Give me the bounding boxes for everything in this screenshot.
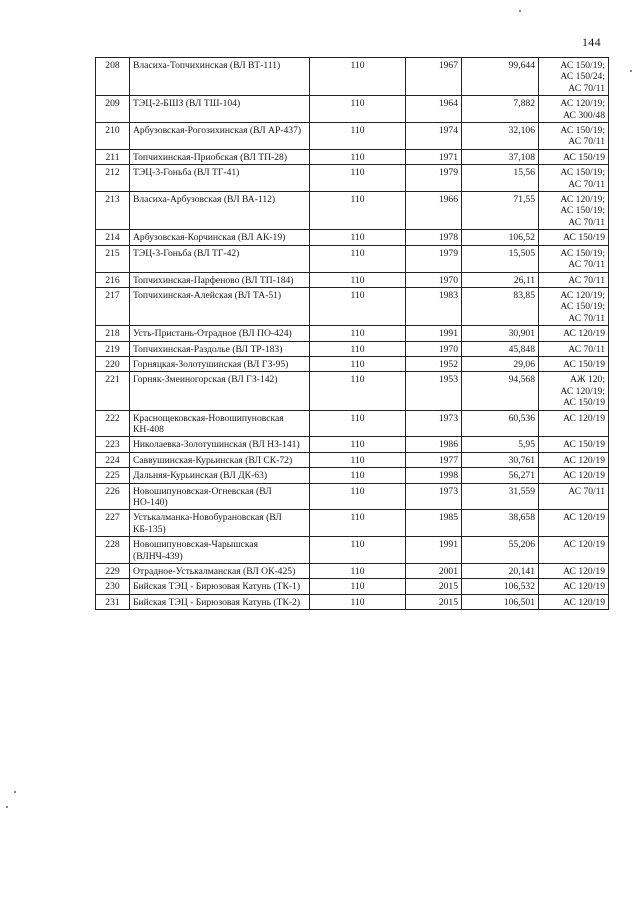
line-name-cell: ТЭЦ-3-Гоньба (ВЛ ТГ-42) — [130, 245, 310, 272]
table-row — [96, 356, 609, 371]
wire-type-cell: АС 120/19; АС 300/48 — [539, 96, 609, 123]
voltage-cell: 110 — [310, 356, 406, 371]
length-cell: 26,11 — [462, 272, 539, 287]
voltage-cell: 110 — [310, 579, 406, 594]
power-lines-table — [95, 57, 609, 610]
year-cell: 1986 — [406, 437, 462, 452]
row-number-cell: 224 — [96, 452, 130, 467]
row-number-cell: 221 — [96, 372, 130, 410]
line-name-cell: Арбузовская-Рогозихинская (ВЛ АР-437) — [130, 123, 310, 150]
line-name-cell: Арбузовская-Корчинская (ВЛ АК-19) — [130, 230, 310, 245]
voltage-cell: 110 — [310, 537, 406, 564]
line-name-cell: Николаевка-Золотушинская (ВЛ НЗ-141) — [130, 437, 310, 452]
row-number-cell: 210 — [96, 123, 130, 150]
row-number-cell: 223 — [96, 437, 130, 452]
line-name-cell: Усть-Пристань-Отрадное (ВЛ ПО-424) — [130, 326, 310, 341]
table-row — [96, 437, 609, 452]
year-cell: 1978 — [406, 230, 462, 245]
table-row — [96, 341, 609, 356]
year-cell: 2015 — [406, 579, 462, 594]
table-row — [96, 58, 609, 96]
length-cell: 55,206 — [462, 537, 539, 564]
year-cell: 1985 — [406, 510, 462, 537]
table-row — [96, 579, 609, 594]
table-row — [96, 372, 609, 410]
wire-type-cell: АС 120/19 — [539, 537, 609, 564]
line-name-cell: Устькалманка-Новобурановская (ВЛ КБ-135) — [130, 510, 310, 537]
wire-type-cell: АС 120/19 — [539, 594, 609, 609]
line-name-cell: Дальняя-Курьинская (ВЛ ДК-63) — [130, 468, 310, 483]
wire-type-cell: АС 120/19 — [539, 452, 609, 467]
length-cell: 60,536 — [462, 410, 539, 437]
row-number-cell: 229 — [96, 564, 130, 579]
wire-type-cell: АС 120/19; АС 150/19; АС 70/11 — [539, 287, 609, 325]
length-cell: 83,85 — [462, 287, 539, 325]
row-number-cell: 217 — [96, 287, 130, 325]
row-number-cell: 215 — [96, 245, 130, 272]
length-cell: 32,106 — [462, 123, 539, 150]
table-row — [96, 192, 609, 230]
row-number-cell: 226 — [96, 483, 130, 510]
table-row — [96, 287, 609, 325]
table-row — [96, 483, 609, 510]
voltage-cell: 110 — [310, 245, 406, 272]
length-cell: 15,505 — [462, 245, 539, 272]
row-number-cell: 212 — [96, 165, 130, 192]
line-name-cell: Отрадное-Устькалманская (ВЛ ОК-425) — [130, 564, 310, 579]
length-cell: 99,644 — [462, 58, 539, 96]
voltage-cell: 110 — [310, 123, 406, 150]
length-cell: 71,55 — [462, 192, 539, 230]
table-row — [96, 326, 609, 341]
line-name-cell: Власиха-Арбузовская (ВЛ ВА-112) — [130, 192, 310, 230]
wire-type-cell: АС 120/19 — [539, 510, 609, 537]
wire-type-cell: АС 120/19 — [539, 468, 609, 483]
wire-type-cell: АС 150/19; АС 70/11 — [539, 165, 609, 192]
year-cell: 1977 — [406, 452, 462, 467]
length-cell: 15,56 — [462, 165, 539, 192]
year-cell: 1966 — [406, 192, 462, 230]
page-number: 144 — [582, 35, 601, 49]
row-number-cell: 231 — [96, 594, 130, 609]
line-name-cell: Бийская ТЭЦ - Бирюзовая Катунь (ТК-1) — [130, 579, 310, 594]
year-cell: 2015 — [406, 594, 462, 609]
table-row — [96, 272, 609, 287]
length-cell: 38,658 — [462, 510, 539, 537]
line-name-cell: Топчихинская-Раздолье (ВЛ ТР-183) — [130, 341, 310, 356]
wire-type-cell: АС 120/19 — [539, 579, 609, 594]
voltage-cell: 110 — [310, 452, 406, 467]
length-cell: 29,06 — [462, 356, 539, 371]
wire-type-cell: АС 120/19 — [539, 410, 609, 437]
table-row — [96, 594, 609, 609]
table-row — [96, 452, 609, 467]
year-cell: 1953 — [406, 372, 462, 410]
wire-type-cell: АС 150/19; АС 70/11 — [539, 123, 609, 150]
table-body — [96, 58, 609, 610]
wire-type-cell: АС 150/19; АС 70/11 — [539, 245, 609, 272]
year-cell: 2001 — [406, 564, 462, 579]
voltage-cell: 110 — [310, 230, 406, 245]
wire-type-cell: АС 150/19; АС 150/24; АС 70/11 — [539, 58, 609, 96]
length-cell: 37,108 — [462, 149, 539, 164]
voltage-cell: 110 — [310, 326, 406, 341]
length-cell: 106,532 — [462, 579, 539, 594]
length-cell: 45,848 — [462, 341, 539, 356]
row-number-cell: 213 — [96, 192, 130, 230]
voltage-cell: 110 — [310, 192, 406, 230]
wire-type-cell: АС 70/11 — [539, 272, 609, 287]
wire-type-cell: АЖ 120; АС 120/19; АС 150/19 — [539, 372, 609, 410]
table-row — [96, 96, 609, 123]
voltage-cell: 110 — [310, 483, 406, 510]
table-row — [96, 564, 609, 579]
wire-type-cell: АС 120/19; АС 150/19; АС 70/11 — [539, 192, 609, 230]
table-row — [96, 245, 609, 272]
table-row — [96, 410, 609, 437]
table-row — [96, 510, 609, 537]
voltage-cell: 110 — [310, 149, 406, 164]
line-name-cell: ТЭЦ-2-БШЗ (ВЛ ТШ-104) — [130, 96, 310, 123]
line-name-cell: Новошипуновская-Огневская (ВЛ НО-140) — [130, 483, 310, 510]
year-cell: 1971 — [406, 149, 462, 164]
scan-speck — [6, 806, 8, 808]
row-number-cell: 228 — [96, 537, 130, 564]
line-name-cell: Топчихинская-Алейская (ВЛ ТА-51) — [130, 287, 310, 325]
row-number-cell: 211 — [96, 149, 130, 164]
line-name-cell: Горняцкая-Золотушинская (ВЛ ГЗ-95) — [130, 356, 310, 371]
scan-speck — [14, 791, 16, 793]
scan-speck — [630, 70, 632, 72]
length-cell: 30,761 — [462, 452, 539, 467]
voltage-cell: 110 — [310, 272, 406, 287]
wire-type-cell: АС 150/19 — [539, 230, 609, 245]
row-number-cell: 225 — [96, 468, 130, 483]
row-number-cell: 214 — [96, 230, 130, 245]
line-name-cell: Топчихинская-Приобская (ВЛ ТП-28) — [130, 149, 310, 164]
wire-type-cell: АС 150/19 — [539, 149, 609, 164]
length-cell: 30,901 — [462, 326, 539, 341]
year-cell: 1998 — [406, 468, 462, 483]
row-number-cell: 227 — [96, 510, 130, 537]
scan-speck — [519, 10, 521, 12]
line-name-cell: Власиха-Топчихинская (ВЛ ВТ-111) — [130, 58, 310, 96]
voltage-cell: 110 — [310, 437, 406, 452]
voltage-cell: 110 — [310, 510, 406, 537]
year-cell: 1979 — [406, 165, 462, 192]
year-cell: 1973 — [406, 483, 462, 510]
voltage-cell: 110 — [310, 165, 406, 192]
wire-type-cell: АС 120/19 — [539, 326, 609, 341]
voltage-cell: 110 — [310, 468, 406, 483]
year-cell: 1974 — [406, 123, 462, 150]
voltage-cell: 110 — [310, 564, 406, 579]
voltage-cell: 110 — [310, 594, 406, 609]
year-cell: 1952 — [406, 356, 462, 371]
table-row — [96, 123, 609, 150]
voltage-cell: 110 — [310, 58, 406, 96]
voltage-cell: 110 — [310, 341, 406, 356]
line-name-cell: Краснощековская-Новошипуновская КН-408 — [130, 410, 310, 437]
wire-type-cell: АС 120/19 — [539, 564, 609, 579]
row-number-cell: 216 — [96, 272, 130, 287]
row-number-cell: 208 — [96, 58, 130, 96]
table-row — [96, 165, 609, 192]
year-cell: 1979 — [406, 245, 462, 272]
length-cell: 31,559 — [462, 483, 539, 510]
line-name-cell: ТЭЦ-3-Гоньба (ВЛ ТГ-41) — [130, 165, 310, 192]
row-number-cell: 220 — [96, 356, 130, 371]
year-cell: 1983 — [406, 287, 462, 325]
voltage-cell: 110 — [310, 410, 406, 437]
row-number-cell: 218 — [96, 326, 130, 341]
length-cell: 106,501 — [462, 594, 539, 609]
year-cell: 1973 — [406, 410, 462, 437]
line-name-cell: Топчихинская-Парфеново (ВЛ ТП-184) — [130, 272, 310, 287]
voltage-cell: 110 — [310, 96, 406, 123]
wire-type-cell: АС 70/11 — [539, 341, 609, 356]
table-row — [96, 468, 609, 483]
wire-type-cell: АС 70/11 — [539, 483, 609, 510]
row-number-cell: 209 — [96, 96, 130, 123]
year-cell: 1970 — [406, 272, 462, 287]
wire-type-cell: АС 150/19 — [539, 437, 609, 452]
year-cell: 1970 — [406, 341, 462, 356]
line-name-cell: Бийская ТЭЦ - Бирюзовая Катунь (ТК-2) — [130, 594, 310, 609]
length-cell: 106,52 — [462, 230, 539, 245]
line-name-cell: Саввушинская-Курьинская (ВЛ СК-72) — [130, 452, 310, 467]
length-cell: 94,568 — [462, 372, 539, 410]
year-cell: 1967 — [406, 58, 462, 96]
line-name-cell: Новошипуновская-Чарышская (ВЛНЧ-439) — [130, 537, 310, 564]
line-name-cell: Горняк-Змеиногорская (ВЛ ГЗ-142) — [130, 372, 310, 410]
row-number-cell: 222 — [96, 410, 130, 437]
year-cell: 1991 — [406, 537, 462, 564]
table-row — [96, 149, 609, 164]
voltage-cell: 110 — [310, 287, 406, 325]
table-row — [96, 537, 609, 564]
wire-type-cell: АС 150/19 — [539, 356, 609, 371]
length-cell: 7,882 — [462, 96, 539, 123]
length-cell: 5,95 — [462, 437, 539, 452]
year-cell: 1964 — [406, 96, 462, 123]
table-row — [96, 230, 609, 245]
length-cell: 20,141 — [462, 564, 539, 579]
row-number-cell: 230 — [96, 579, 130, 594]
length-cell: 56,271 — [462, 468, 539, 483]
voltage-cell: 110 — [310, 372, 406, 410]
row-number-cell: 219 — [96, 341, 130, 356]
year-cell: 1991 — [406, 326, 462, 341]
